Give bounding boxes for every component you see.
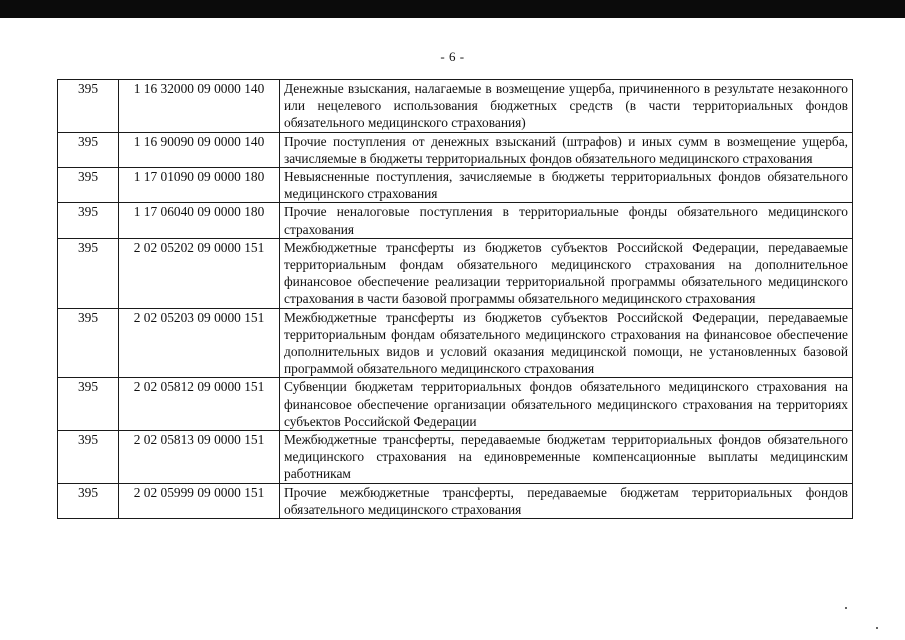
table-row (58, 483, 853, 518)
table-row (58, 132, 853, 167)
description-cell: Невыясненные поступления, зачисляемые в бюджеты территориальных фондов обязательного медицинского страхования (280, 168, 853, 203)
budget-code-cell: 2 02 05202 09 0000 151 (119, 238, 280, 308)
admin-code-cell: 395 (58, 168, 119, 203)
description-cell: Межбюджетные трансферты из бюджетов субъектов Российской Федерации, передаваемые территориальным фондам обязательного медицинского страхования на финансовое обеспечение дополнительных видов и условий оказания медицинской помощи, не установленных базовой программой обязательного медицинского страхования (280, 308, 853, 378)
table-row (58, 80, 853, 133)
admin-code-cell: 395 (58, 483, 119, 518)
scan-speck (845, 607, 847, 609)
table-row (58, 203, 853, 238)
description-cell: Денежные взыскания, налагаемые в возмещение ущерба, причиненного в результате незаконного или нецелевого использования бюджетных средств (в части территориальных фондов обязательного медицинского страхования) (280, 80, 853, 133)
budget-code-cell: 1 17 06040 09 0000 180 (119, 203, 280, 238)
page-number: - 6 - (440, 49, 465, 64)
admin-code-cell: 395 (58, 238, 119, 308)
scan-speck (876, 627, 878, 629)
description-cell: Прочие межбюджетные трансферты, передаваемые бюджетам территориальных фондов обязательного медицинского страхования (280, 483, 853, 518)
revenue-codes-table (57, 79, 853, 519)
budget-code-cell: 2 02 05813 09 0000 151 (119, 431, 280, 484)
table-row (58, 431, 853, 484)
description-cell: Субвенции бюджетам территориальных фондов обязательного медицинского страхования на финансовое обеспечение организации обязательного медицинского страхования на территориях субъектов Российской Федерации (280, 378, 853, 431)
admin-code-cell: 395 (58, 203, 119, 238)
budget-code-cell: 2 02 05812 09 0000 151 (119, 378, 280, 431)
admin-code-cell: 395 (58, 132, 119, 167)
table-row (58, 308, 853, 378)
table-row (58, 168, 853, 203)
budget-code-cell: 1 17 01090 09 0000 180 (119, 168, 280, 203)
table-row (58, 238, 853, 308)
budget-code-cell: 1 16 90090 09 0000 140 (119, 132, 280, 167)
admin-code-cell: 395 (58, 378, 119, 431)
admin-code-cell: 395 (58, 308, 119, 378)
description-cell: Прочие поступления от денежных взысканий (штрафов) и иных сумм в возмещение ущерба, зачисляемые в бюджеты территориальных фондов обязательного медицинского страхования (280, 132, 853, 167)
description-cell: Межбюджетные трансферты, передаваемые бюджетам территориальных фондов обязательного медицинского страхования на единовременные компенсационные выплаты медицинским работникам (280, 431, 853, 484)
budget-code-cell: 1 16 32000 09 0000 140 (119, 80, 280, 133)
table-row (58, 378, 853, 431)
budget-code-cell: 2 02 05999 09 0000 151 (119, 483, 280, 518)
admin-code-cell: 395 (58, 80, 119, 133)
description-cell: Прочие неналоговые поступления в территориальные фонды обязательного медицинского страхования (280, 203, 853, 238)
description-cell: Межбюджетные трансферты из бюджетов субъектов Российской Федерации, передаваемые территориальным фондам обязательного медицинского страхования на дополнительное финансовое обеспечение реализации территориальной программы обязательного медицинского страхования в части базовой программы обязательного медицинского страхования (280, 238, 853, 308)
scan-top-border (0, 0, 905, 18)
budget-code-cell: 2 02 05203 09 0000 151 (119, 308, 280, 378)
admin-code-cell: 395 (58, 431, 119, 484)
